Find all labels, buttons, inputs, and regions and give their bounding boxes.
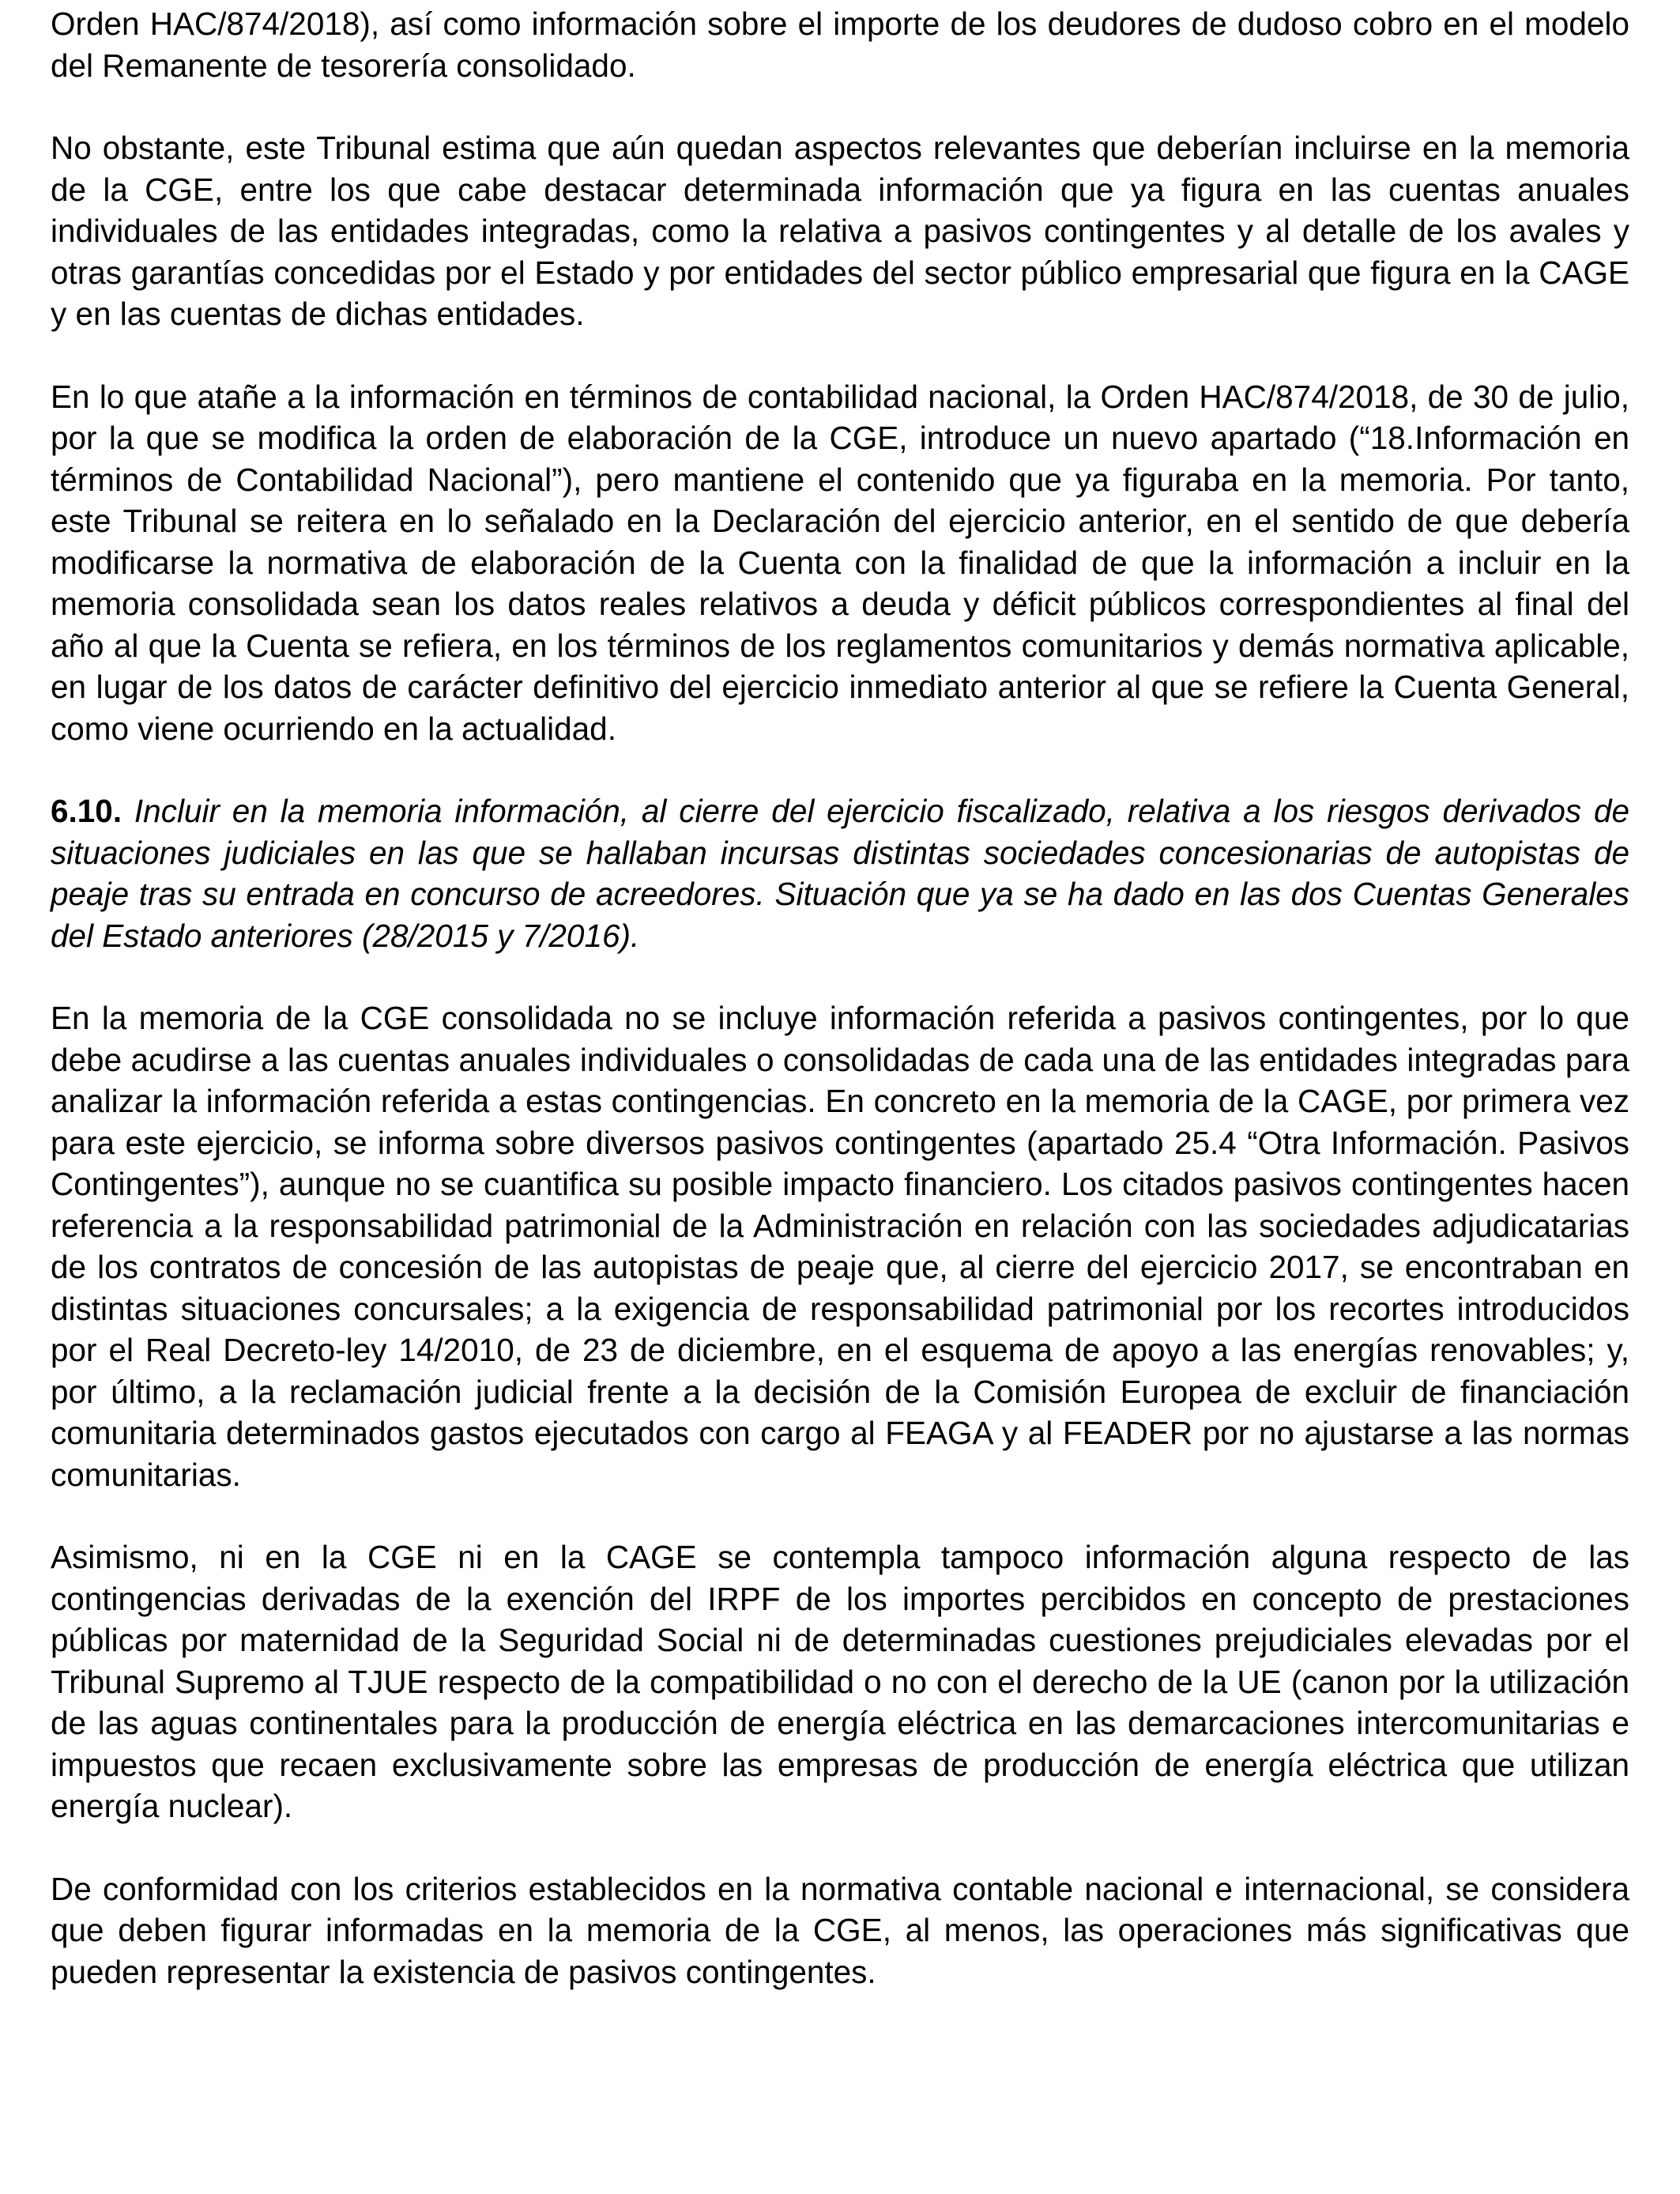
paragraph-remanente: Orden HAC/874/2018), así como información sobre el importe de los deudores de dudoso cobro en el modelo del Remanente de tesorería consolidado.: [51, 6, 1629, 84]
document-page: [51, 0, 1629, 2034]
paragraph-pasivos-contingentes: En la memoria de la CGE consolidada no se incluye información referida a pasivos contingentes, por lo que debe acudirse a las cuentas anuales individuales o consolidadas de cada una de las entidades integradas para analizar la información referida a estas contingencias. En concreto en la memoria de la CAGE, por primera vez para este ejercicio, se informa sobre diversos pasivos contingentes (apartado 25.4 “Otra Información. Pasivos Contingentes”), aunque no se cuantifica su posible impacto financiero. Los citados pasivos contingentes hacen referencia a la responsabilidad patrimonial de la Administración en relación con las sociedades adjudicatarias de los contratos de concesión de las autopistas de peaje que, al cierre del ejercicio 2017, se encontraban en distintas situaciones concursales; a la exigencia de responsabilidad patrimonial por los recortes introducidos por el Real Decreto-ley 14/2010, de 23 de diciembre, en el esquema de apoyo a las energías renovables; y, por último, a la reclamación judicial frente a la decisión de la Comisión Europea de excluir de financiación comunitaria determinados gastos ejecutados con cargo al FEAGA y al FEADER por no ajustarse a las normas comunitarias.: [51, 1000, 1629, 1493]
recommendation-number: 6.10.: [51, 793, 122, 829]
paragraph-contabilidad-nacional: En lo que atañe a la información en términos de contabilidad nacional, la Orden HAC/874/2018, de 30 de julio, por la que se modifica la orden de elaboración de la CGE, introduce un nuevo apartado (“18.Información en términos de Contabilidad Nacional”), pero mantiene el contenido que ya figuraba en la memoria. Por tanto, este Tribunal se reitera en lo señalado en la Declaración del ejercicio anterior, en el sentido de que debería modificarse la normativa de elaboración de la Cuenta con la finalidad de que la información a incluir en la memoria consolidada sean los datos reales relativos a deuda y déficit públicos correspondientes al final del año al que la Cuenta se refiera, en los términos de los reglamentos comunitarios y demás normativa aplicable, en lugar de los datos de carácter definitivo del ejercicio inmediato anterior al que se refiere la Cuenta General, como viene ocurriendo en la actualidad.: [51, 378, 1629, 747]
paragraph-aspectos-relevantes: No obstante, este Tribunal estima que aún quedan aspectos relevantes que deberían incluirse en la memoria de la CGE, entre los que cabe destacar determinada información que ya figura en las cuentas anuales individuales de las entidades integradas, como la relativa a pasivos contingentes y al detalle de los avales y otras garantías concedidas por el Estado y por entidades del sector público empresarial que figura en la CAGE y en las cuentas de dichas entidades.: [51, 130, 1629, 332]
paragraph-irpf-maternidad: Asimismo, ni en la CGE ni en la CAGE se contempla tampoco información alguna respecto de las contingencias derivadas de la exención del IRPF de los importes percibidos en concepto de prestaciones públicas por maternidad de la Seguridad Social ni de determinadas cuestiones prejudiciales elevadas por el Tribunal Supremo al TJUE respecto de la compatibilidad o no con el derecho de la UE (canon por la utilización de las aguas continentales para la producción de energía eléctrica en las demarcaciones intercomunitarias e impuestos que recaen exclusivamente sobre las empresas de producción de energía eléctrica que utilizan energía nuclear).: [51, 1539, 1629, 1824]
recommendation-text: Incluir en la memoria información, al cierre del ejercicio fiscalizado, relativa a los riesgos derivados de situaciones judiciales en las que se hallaban incursas distintas sociedades concesionarias de autopistas de peaje tras su entrada en concurso de acreedores. Situación que ya se ha dado en las dos Cuentas Generales del Estado anteriores (28/2015 y 7/2016).: [51, 793, 1629, 954]
recommendation-6-10: [51, 790, 1629, 956]
paragraph-conformidad-criterios: De conformidad con los criterios establecidos en la normativa contable nacional e internacional, se considera que deben figurar informadas en la memoria de la CGE, al menos, las operaciones más significativas que pueden representar la existencia de pasivos contingentes.: [51, 1870, 1629, 1990]
